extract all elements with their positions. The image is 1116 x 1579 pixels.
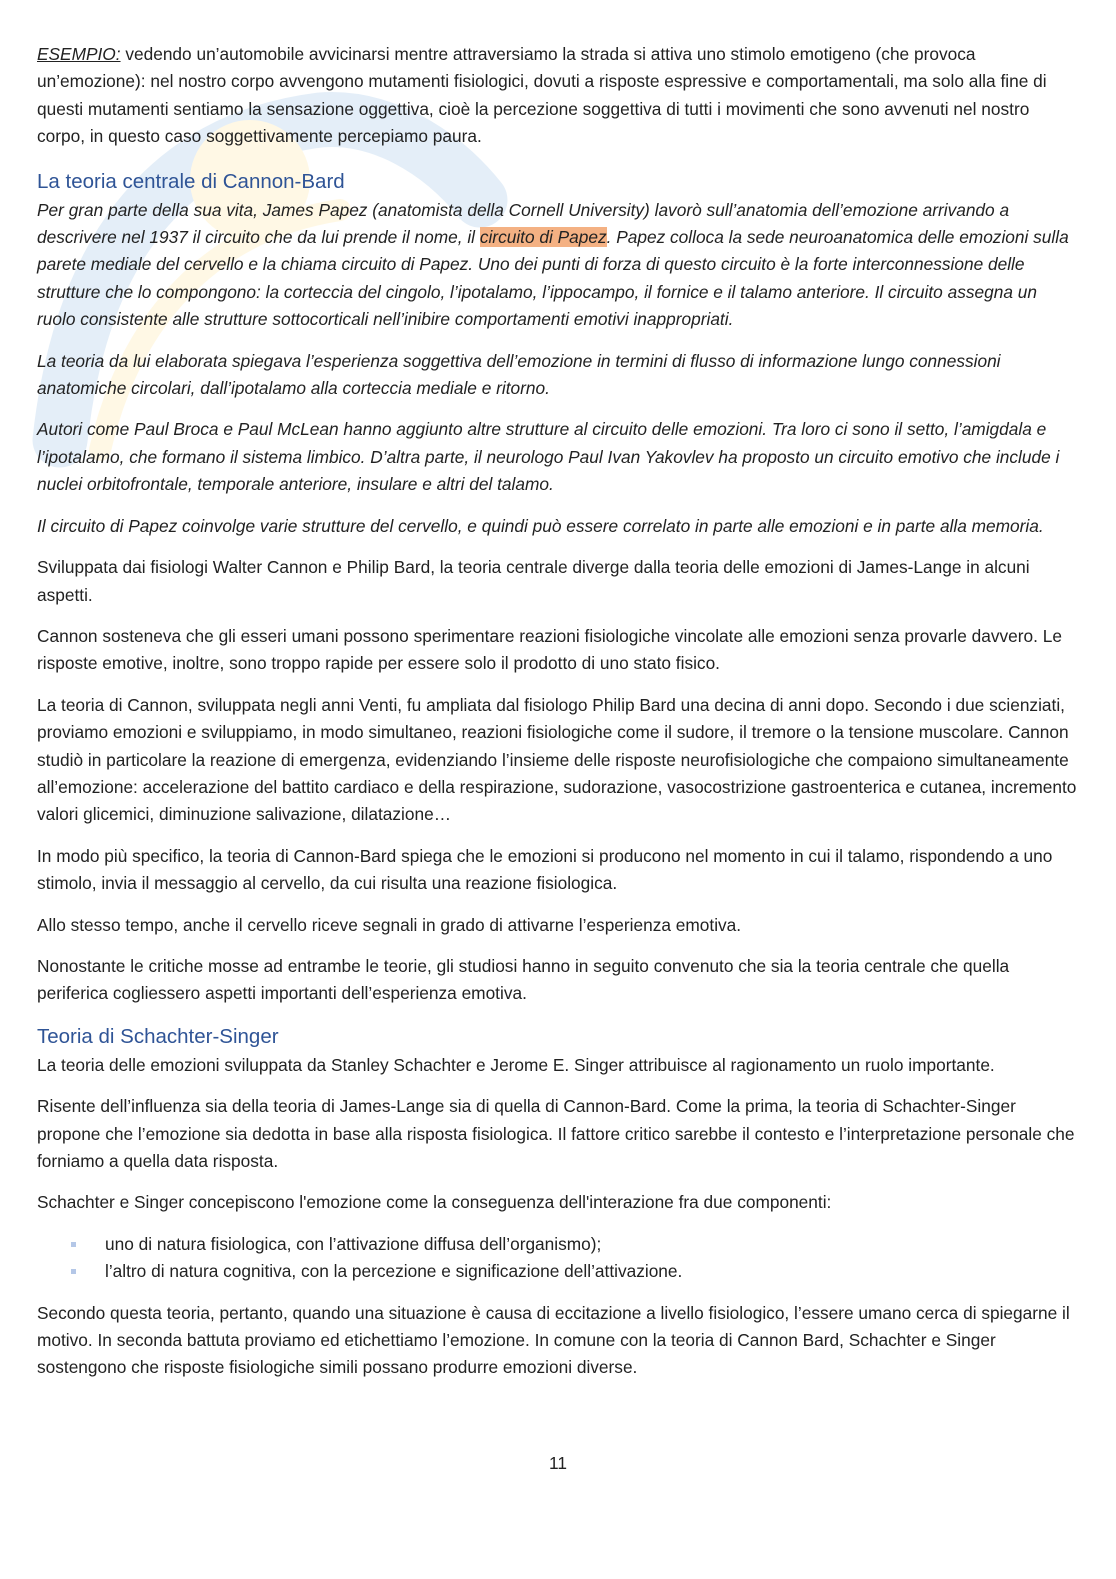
highlight-circuito-papez: circuito di Papez bbox=[479, 227, 607, 248]
paragraph-cannon-6: Nonostante le critiche mosse ad entrambe le teorie, gli studiosi hanno in seguito convenuto che sia la teoria centrale che quella periferica cogliessero aspetti importanti dell’esperienza emotiva. bbox=[37, 955, 1010, 1004]
paragraph-papez-1 bbox=[37, 197, 1077, 334]
paragraph-papez-2: La teoria da lui elaborata spiegava l’esperienza soggettiva dell’emozione in termini di flusso di informazione lungo connessioni anatomiche circolari, dall’ipotalamo alla corteccia mediale e ritorno. bbox=[37, 350, 1001, 399]
paragraph-schachter-3: Schachter e Singer concepiscono l'emozione come la conseguenza dell'interazione fra due componenti: bbox=[37, 1192, 832, 1213]
paragraph-cannon-2: Cannon sosteneva che gli esseri umani possono sperimentare reazioni fisiologiche vincolate alle emozioni senza provarle davvero. Le risposte emotive, inoltre, sono troppo rapide per essere solo il prodotto di uno stato fisico. bbox=[37, 625, 1062, 674]
paragraph-schachter-1: La teoria delle emozioni sviluppata da Stanley Schachter e Jerome E. Singer attribuisce al ragionamento un ruolo importante. bbox=[37, 1054, 995, 1075]
paragraph-cannon-3: La teoria di Cannon, sviluppata negli anni Venti, fu ampliata dal fisiologo Philip Bard una decina di anni dopo. Secondo i due scienziati, proviamo emozioni e sviluppiamo, in modo simultaneo, reazioni fisiologiche come il sudore, il tremore o la tensione muscolare. Cannon studiò in particolare la reazione di emergenza, evidenziando l’insieme delle risposte neurofisiologiche che compaiono simultaneamente all’emozione: accelerazione del battito cardiaco e della respirazione, sudorazione, vasocostrizione gastroenterica e cutanea, incremento valori glicemici, diminuzione salivazione, dilatazione… bbox=[37, 694, 1077, 825]
paragraph-cannon-4: In modo più specifico, la teoria di Cannon-Bard spiega che le emozioni si producono nel momento in cui il talamo, rispondendo a uno stimolo, invia il messaggio al cervello, da cui risulta una reazione fisiologica. bbox=[37, 845, 1053, 894]
list-item-text: l’altro di natura cognitiva, con la percezione e significazione dell’attivazione. bbox=[105, 1261, 683, 1282]
components-list bbox=[37, 1231, 1077, 1286]
papez-text-before: Per gran parte della sua vita, James Papez (anatomista della Cornell University) lavorò sull’anatomia dell’emozione arrivando a descrivere nel 1937 il circuito che da lui prende il nome, il bbox=[37, 199, 1010, 248]
paragraph-cannon-1: Sviluppata dai fisiologi Walter Cannon e Philip Bard, la teoria centrale diverge dalla teoria delle emozioni di James-Lange in alcuni aspetti. bbox=[37, 557, 1030, 605]
section-heading-cannon-bard: La teoria centrale di Cannon-Bard bbox=[37, 169, 345, 193]
list-item bbox=[37, 1258, 1077, 1285]
example-paragraph bbox=[37, 41, 1077, 151]
example-label: ESEMPIO: bbox=[37, 44, 121, 64]
papez-text-after: . Papez colloca la sede neuroanatomica delle emozioni sulla parete mediale del cervello e la chiama circuito di Papez. Uno dei punti di forza di questo circuito è la forte interconnessione delle strutture che lo compongono: la corteccia del cingolo, l’ipotalamo, l’ippocampo, il fornice e il talamo anteriore. Il circuito assegna un ruolo consistente alle strutture sottocorticali nell’inibire comportamenti emotivi inappropriati. bbox=[37, 227, 1069, 330]
square-bullet-icon bbox=[71, 1269, 76, 1274]
paragraph-cannon-5: Allo stesso tempo, anche il cervello riceve segnali in grado di attivarne l’esperienza emotiva. bbox=[37, 914, 742, 935]
list-item bbox=[37, 1231, 1077, 1258]
example-text: vedendo un’automobile avvicinarsi mentre attraversiamo la strada si attiva uno stimolo emotigeno (che provoca un’emozione): nel nostro corpo avvengono mutamenti fisiologici, dovuti a risposte espressive e comportamentali, ma solo alla fine di questi mutamenti sentiamo la sensazione oggettiva, cioè la percezione soggettiva di tutti i movimenti che sono avvenuti nel nostro corpo, in questo caso soggettivamente percepiamo paura. bbox=[37, 44, 1047, 147]
page-number: 11 bbox=[549, 1453, 567, 1473]
section-heading-schachter-singer: Teoria di Schachter-Singer bbox=[37, 1024, 279, 1048]
square-bullet-icon bbox=[71, 1242, 76, 1247]
list-item-text: uno di natura fisiologica, con l’attivazione diffusa dell’organismo); bbox=[105, 1233, 602, 1254]
document-page bbox=[37, 41, 1077, 1396]
paragraph-schachter-2: Risente dell’influenza sia della teoria di James-Lange sia di quella di Cannon-Bard. Come la prima, la teoria di Schachter-Singer propone che l’emozione sia dedotta in base alla risposta fisiologica. Il fattore critico sarebbe il contesto e l’interpretazione personale che forniamo a quella data risposta. bbox=[37, 1096, 1075, 1171]
paragraph-schachter-4: Secondo questa teoria, pertanto, quando una situazione è causa di eccitazione a livello fisiologico, l’essere umano cerca di spiegarne il motivo. In seconda battuta proviamo ed etichettiamo l’emozione. In comune con la teoria di Cannon Bard, Schachter e Singer sostengono che risposte fisiologiche simili possano produrre emozioni diverse. bbox=[37, 1302, 1070, 1378]
paragraph-papez-3: Autori come Paul Broca e Paul McLean hanno aggiunto altre strutture al circuito delle emozioni. Tra loro ci sono il setto, l’amigdala e l’ipotalamo, che formano il sistema limbico. D’altra parte, il neurologo Paul Ivan Yakovlev ha proposto un circuito emotivo che include i nuclei orbitofrontale, temporale anteriore, insulare e altri del talamo. bbox=[37, 419, 1060, 495]
paragraph-papez-4: Il circuito di Papez coinvolge varie strutture del cervello, e quindi può essere correlato in parte alle emozioni e in parte alla memoria. bbox=[37, 515, 1044, 536]
